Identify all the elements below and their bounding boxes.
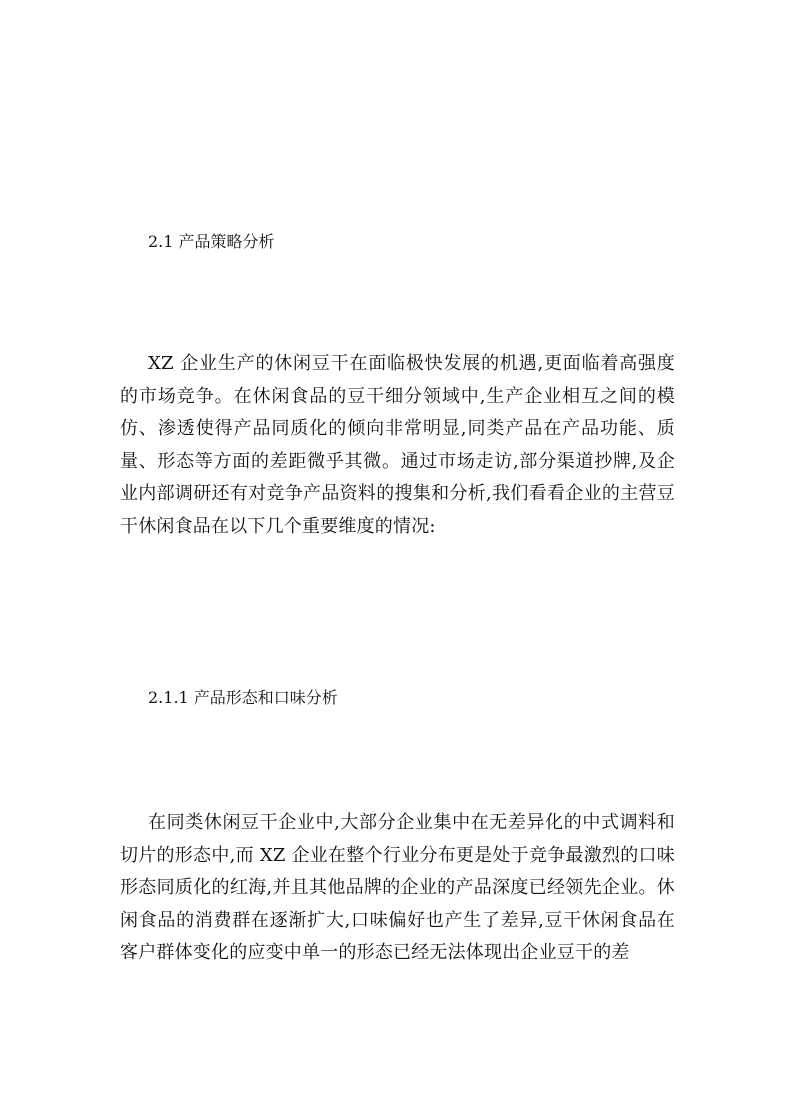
paragraph-product-strategy: XZ 企业生产的休闲豆干在面临极快发展的机遇,更面临着高强度的市场竞争。在休闲食品的豆干细分领域中,生产企业相互之间的模仿、渗透使得产品同质化的倾向非常明显,同类产品在产品功能、质量、形态等方面的差距微乎其微。通过市场走访,部分渠道抄牌,及企业内部调研还有对竞争产品资料的搜集和分析,我们看看企业的主营豆干休闲食品在以下几个重要维度的情况:	[120, 353, 675, 537]
paragraph-form-and-flavor: 在同类休闲豆干企业中,大部分企业集中在无差异化的中式调料和切片的形态中,而 XZ 企业在整个行业分布更是处于竞争最激烈的口味形态同质化的红海,并且其他品牌的企业的产品深度已经领先企业。休闲食品的消费群在逐渐扩大,口味偏好也产生了差异,豆干休闲食品在客户群体变化的应变中单一的形态已经无法体现出企业豆干的差	[120, 812, 675, 963]
section-heading-2-1: 2.1 产品策略分析	[148, 232, 275, 251]
section-heading-2-1-1: 2.1.1 产品形态和口味分析	[148, 688, 338, 707]
